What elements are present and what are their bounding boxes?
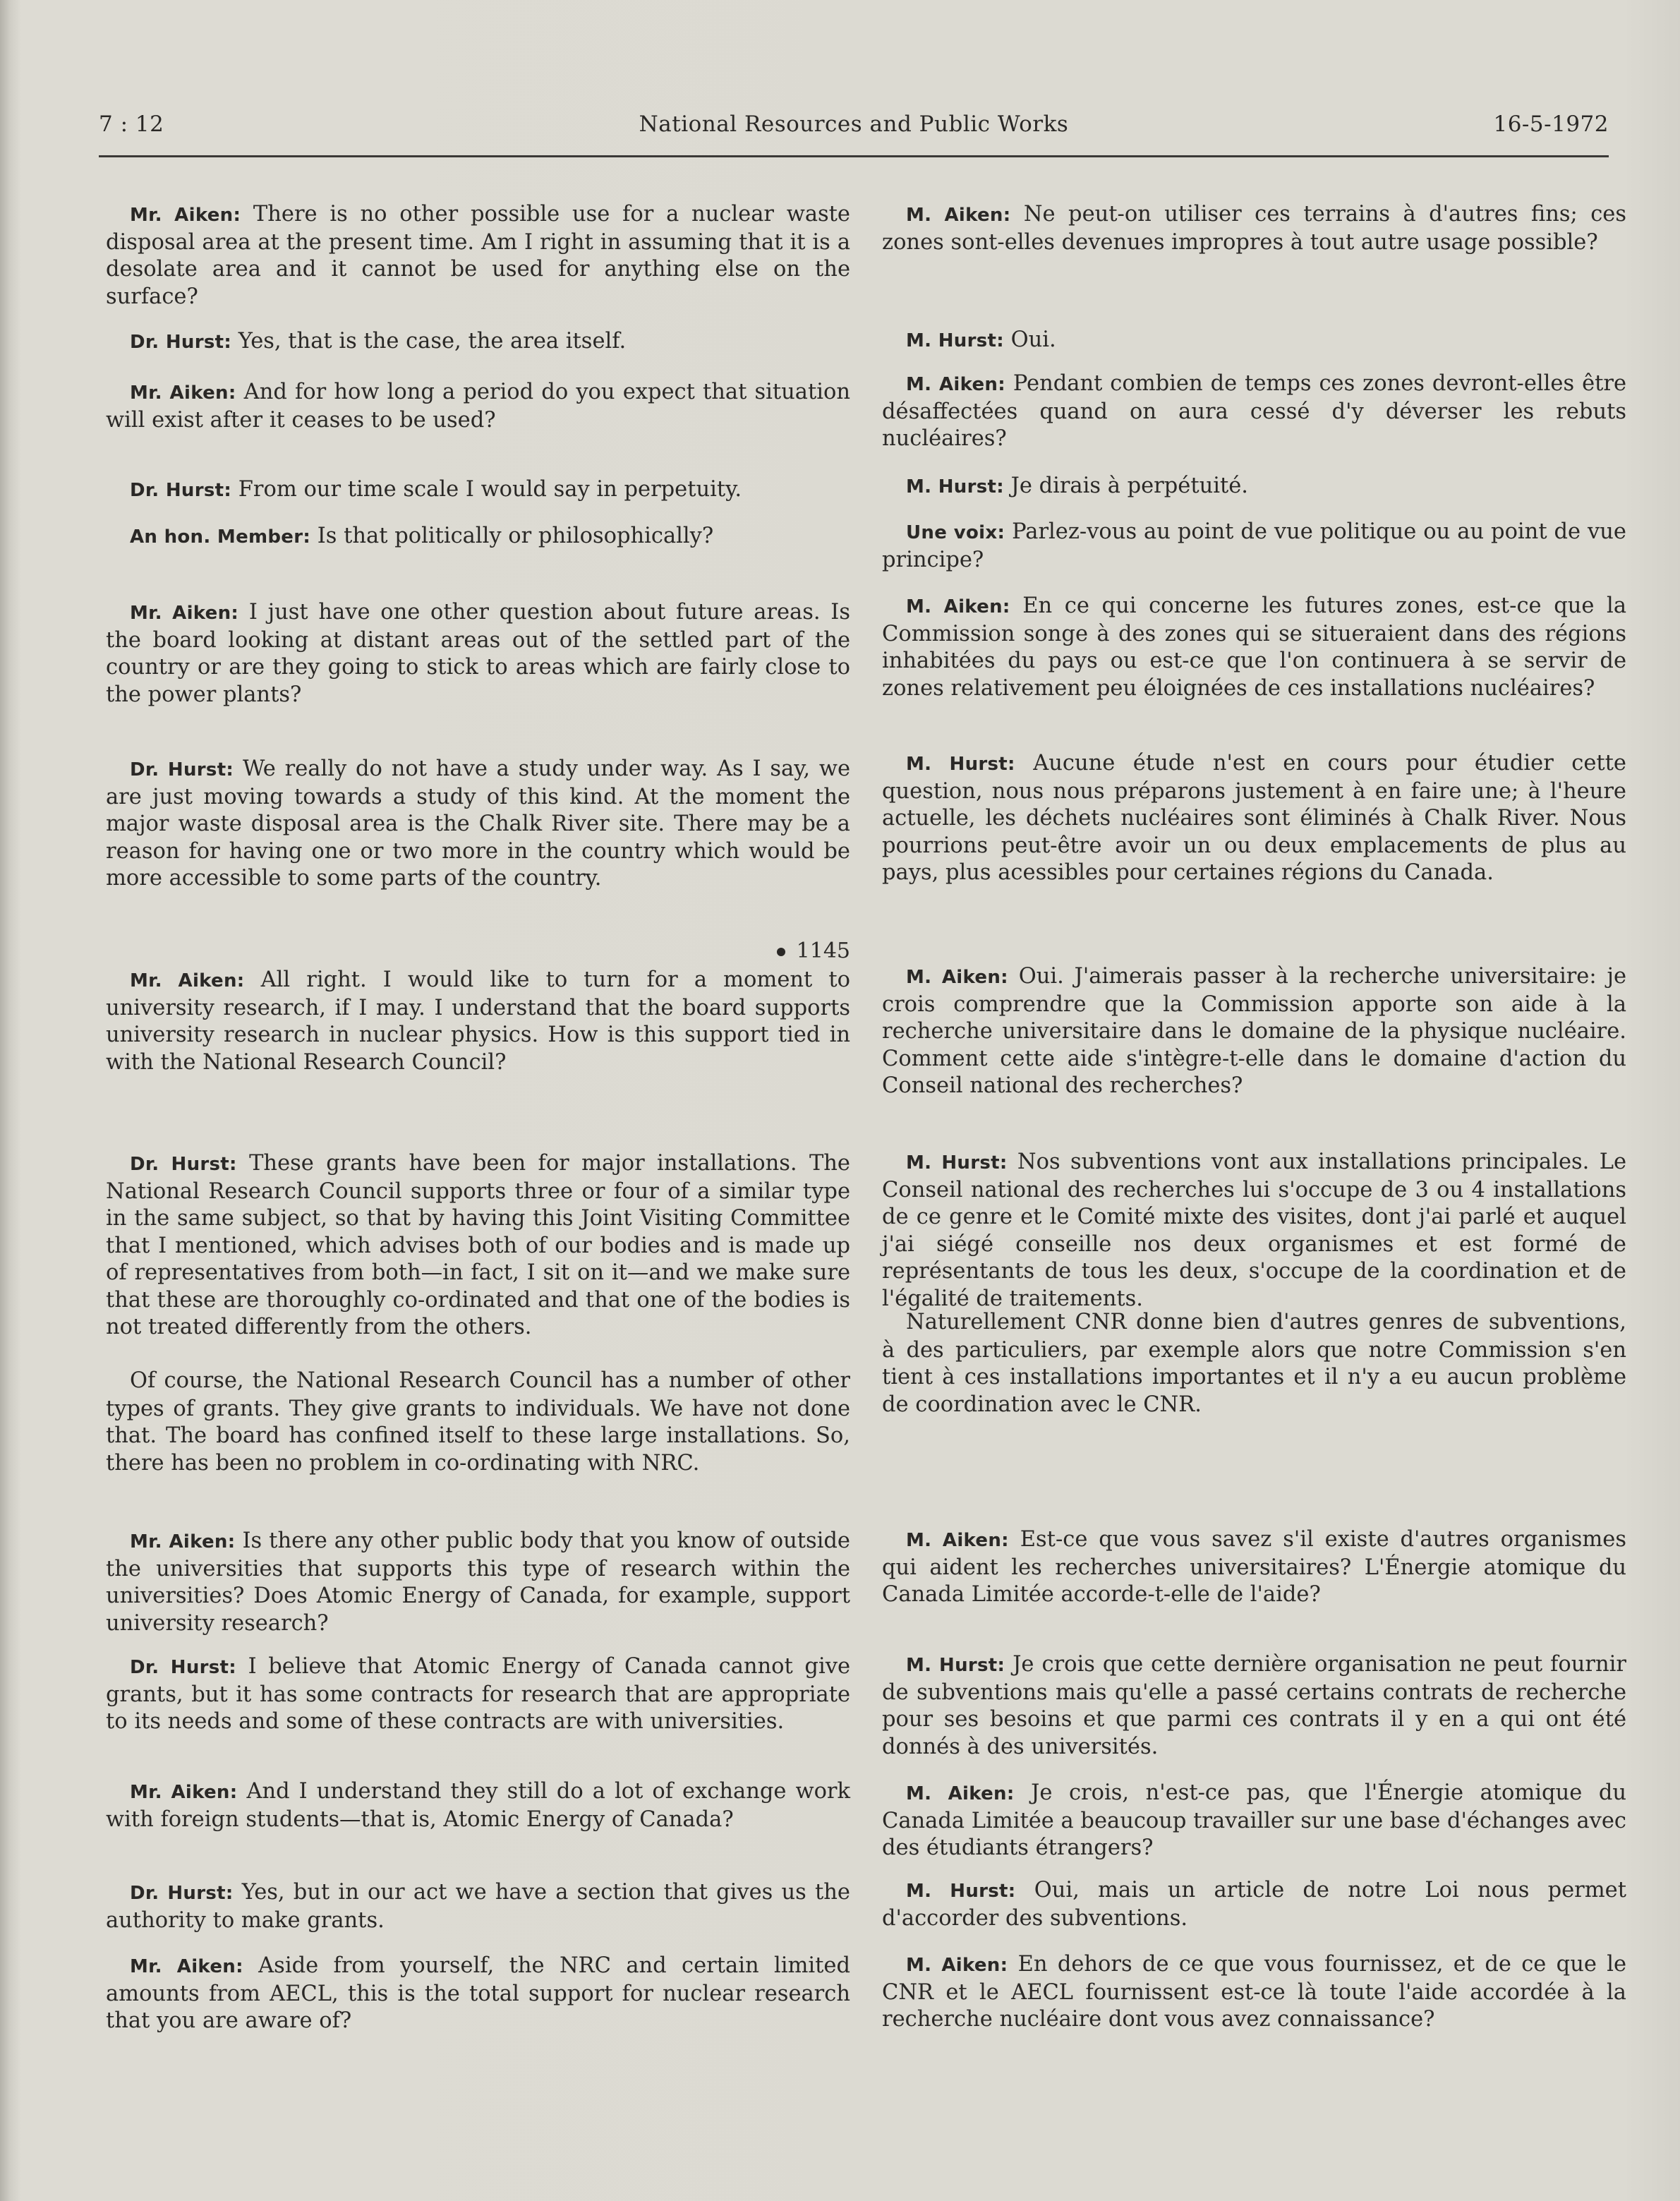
page-header [99, 106, 1609, 157]
fr-paragraph [882, 1651, 1626, 1761]
paragraph-text: Je crois que cette dernière organisation ne peut fournir de subventions mais qu'elle a passé certains contrats de recherche pour ses besoins et que parmi ces contrats il y en a qui ont été donnés à des universités. [882, 1652, 1626, 1759]
paragraph-text: Parlez-vous au point de vue politique ou au point de vue principe? [882, 519, 1626, 572]
speaker-label: Mr. Aiken: [130, 382, 236, 404]
paragraph-text: Je crois, n'est-ce pas, que l'Énergie atomique du Canada Limitée a beaucoup travailler sur une base d'échanges avec des étudiants étrangers? [882, 1780, 1627, 1860]
speaker-label: Une voix: [906, 522, 1005, 543]
en-paragraph [106, 1778, 850, 1833]
en-paragraph [106, 476, 850, 505]
fr-paragraph [882, 1780, 1626, 1862]
paragraph-text: Oui. [1003, 327, 1056, 352]
speaker-label: Dr. Hurst: [130, 1883, 234, 1904]
fr-paragraph [882, 1877, 1626, 1932]
paragraph-text: Aside from yourself, the NRC and certain limited amounts from AECL, this is the total support for nuclear research that you are aware of? [106, 1953, 850, 2033]
paragraph-text: Of course, the National Research Council has a number of other types of grants. They give grants to individuals. We have not done that. The board has confined itself to these large installations. So, there has been no problem in co-ordinating with NRC. [106, 1368, 850, 1476]
speaker-label: Mr. Aiken: [130, 1782, 238, 1803]
speaker-label: M. Aiken: [906, 967, 1008, 988]
en-paragraph [106, 1879, 850, 1934]
publication-title: National Resources and Public Works [639, 111, 1069, 137]
page-number: 7 : 12 [99, 111, 164, 137]
speaker-label: M. Hurst: [906, 1655, 1005, 1676]
fr-paragraph [882, 963, 1626, 1100]
page-date: 16-5-1972 [1493, 111, 1609, 137]
speaker-label: M. Hurst: [906, 1881, 1016, 1902]
speaker-label: M. Aiken: [906, 205, 1011, 226]
fr-paragraph [882, 1526, 1626, 1609]
paragraph-text: From our time scale I would say in perpetuity. [231, 477, 742, 502]
paragraph-text: En ce qui concerne les futures zones, est-ce que la Commission songe à des zones qui se situeraient dans des régions inhabitées du pays ou est-ce que l'on continuera à se servir de zones relativement peu éloignées de ces installations nucléaires? [882, 593, 1626, 701]
fr-paragraph [882, 201, 1626, 256]
speaker-label: Dr. Hurst: [130, 759, 234, 780]
fr-paragraph [882, 473, 1626, 501]
paragraph-text: Aucune étude n'est en cours pour étudier cette question, nous nous préparons justement à en faire une; à l'heure actuelle, les déchets nucléaires sont éliminés à Chalk River. Nous pourrions peut-être avoir un ou deux emplacements de plus au pays, plus acessibles pour certaines régions du Canada. [882, 751, 1626, 885]
speaker-label: Dr. Hurst: [130, 1154, 237, 1175]
paragraph-text: Naturellement CNR donne bien d'autres genres de subventions, à des particuliers, par exemple alors que notre Commission s'en tient à ces installations importantes et il n'y a eu aucun problème de coordination avec le CNR. [882, 1310, 1626, 1417]
speaker-label: Dr. Hurst: [130, 480, 232, 501]
paragraph-text: We really do not have a study under way. As I say, we are just moving towards a study of this kind. At the moment the major waste disposal area is the Chalk River site. There may be a reason for having one or two more in the country which would be more accessible to some parts of the country. [106, 756, 850, 891]
speaker-label: M. Aiken: [906, 1783, 1015, 1804]
paragraph-text: En dehors de ce que vous fournissez, et de ce que le CNR et le AECL fournissent est-ce là toute l'aide accordée à la recherche nucléaire dont vous avez connaissance? [882, 1952, 1627, 2032]
paragraph-text: I just have one other question about future areas. Is the board looking at distant areas out of the settled part of the country or are they going to stick to areas which are fairly close to the power plants? [106, 600, 850, 707]
speaker-label: Mr. Aiken: [130, 205, 241, 226]
fr-paragraph [882, 1149, 1626, 1313]
speaker-label: M. Hurst: [906, 1152, 1008, 1174]
en-paragraph [106, 967, 850, 1076]
fr-paragraph [882, 370, 1626, 453]
paragraph-text: I believe that Atomic Energy of Canada cannot give grants, but it has some contracts for research that are appropriate to its needs and some of these contracts are with universities. [106, 1654, 850, 1734]
paragraph-text: Yes, but in our act we have a section that gives us the authority to make grants. [106, 1880, 850, 1933]
en-paragraph [106, 201, 850, 310]
paragraph-text: Pendant combien de temps ces zones devront-elles être désaffectées quand on aura cessé d'y déverser les rebuts nucléaires? [882, 371, 1627, 451]
speaker-label: M. Aiken: [906, 1955, 1008, 1976]
paragraph-text: Is that politically or philosophically? [310, 524, 714, 548]
speaker-label: Mr. Aiken: [130, 970, 245, 991]
en-paragraph [106, 523, 850, 551]
paragraph-text: Oui, mais un article de notre Loi nous permet d'accorder des subventions. [882, 1878, 1626, 1931]
timecode [777, 939, 850, 963]
paragraph-text: All right. I would like to turn for a moment to university research, if I may. I understand that the board supports university research in nuclear physics. How is this support tied in with the National Research Council? [106, 967, 851, 1075]
en-paragraph [106, 379, 850, 434]
en-paragraph [106, 1653, 850, 1736]
paragraph-text: Est-ce que vous savez s'il existe d'autres organismes qui aident les recherches universitaires? L'Énergie atomique du Canada Limitée accorde-t-elle de l'aide? [882, 1527, 1627, 1607]
paragraph-text: Nos subventions vont aux installations principales. Le Conseil national des recherches lui s'occupe de 3 ou 4 installations de ce genre et le Comité mixte des visites, dont j'ai parlé et auquel j'ai siégé conseille nos deux organismes et est formé de représentants de tous les deux, s'occupe de la coordination et de l'égalité de traitements. [882, 1150, 1626, 1311]
timecode-value: 1145 [796, 939, 850, 963]
fr-paragraph [882, 1309, 1626, 1418]
speaker-label: M. Aiken: [906, 596, 1010, 617]
bullet-icon [777, 948, 785, 956]
speaker-label: Dr. Hurst: [130, 1657, 236, 1678]
en-paragraph [106, 756, 850, 893]
speaker-label: Mr. Aiken: [130, 1531, 236, 1552]
en-paragraph [106, 1528, 850, 1637]
speaker-label: Mr. Aiken: [130, 1956, 243, 1977]
en-paragraph [106, 328, 850, 356]
speaker-label: Dr. Hurst: [130, 332, 232, 353]
fr-paragraph [882, 750, 1626, 887]
en-paragraph [106, 1953, 850, 2035]
speaker-label: Mr. Aiken: [130, 603, 239, 624]
paragraph-text: There is no other possible use for a nuclear waste disposal area at the present time. Am I right in assuming that it is a desolate area and it cannot be used for anything else on the surface? [106, 202, 850, 309]
paragraph-text: Ne peut-on utiliser ces terrains à d'autres fins; ces zones sont-elles devenues impropres à tout autre usage possible? [882, 202, 1626, 255]
fr-paragraph [882, 519, 1626, 574]
speaker-label: M. Hurst: [906, 754, 1015, 775]
en-paragraph [106, 1150, 850, 1341]
paragraph-text: Oui. J'aimerais passer à la recherche universitaire: je crois comprendre que la Commission apporte son aide à la recherche universitaire dans le domaine de la physique nucléaire. Comment cette aide s'intègre-t-elle dans le domaine d'action du Conseil national des recherches? [882, 964, 1626, 1098]
paragraph-text: Yes, that is the case, the area itself. [231, 329, 627, 354]
en-paragraph [106, 1368, 850, 1477]
speaker-label: M. Aiken: [906, 1530, 1009, 1551]
speaker-label: M. Aiken: [906, 374, 1005, 395]
paragraph-text: Is there any other public body that you know of outside the universities that supports this type of research within the universities? Does Atomic Energy of Canada, for example, support university research? [106, 1528, 850, 1636]
fr-paragraph [882, 593, 1626, 702]
fr-paragraph [882, 1951, 1626, 2034]
fr-paragraph [882, 327, 1626, 355]
paragraph-text: Je dirais à perpétuité. [1003, 474, 1248, 498]
speaker-label: M. Hurst: [906, 476, 1004, 498]
paragraph-text: These grants have been for major installations. The National Research Council supports three or four of a similar type in the same subject, so that by having this Joint Visiting Committee that I mentioned, which advises both of our bodies and is made up of representatives from both—in fact, I sit on it—and we make sure that these are thoroughly co-ordinated and that one of the bodies is not treated differently from the others. [106, 1151, 850, 1339]
paragraph-text: And for how long a period do you expect that situation will exist after it ceases to be used? [106, 380, 850, 433]
speaker-label: M. Hurst: [906, 330, 1004, 351]
paragraph-text: And I understand they still do a lot of exchange work with foreign students—that is, Atomic Energy of Canada? [106, 1779, 850, 1832]
en-paragraph [106, 599, 850, 708]
speaker-label: An hon. Member: [130, 526, 311, 548]
